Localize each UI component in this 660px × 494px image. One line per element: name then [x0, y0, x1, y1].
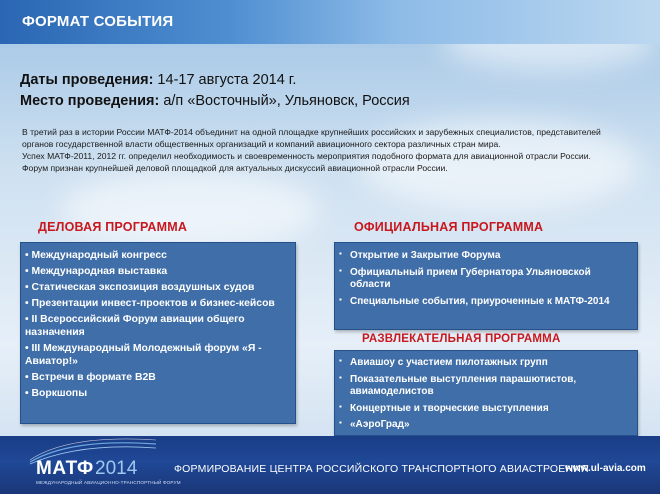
list-item: [335, 419, 637, 436]
logo-subtitle: МЕЖДУНАРОДНЫЙ АВИАЦИОННО-ТРАНСПОРТНЫЙ ФОРУМ: [36, 480, 181, 485]
dates-value: 14-17 августа 2014 г.: [153, 72, 297, 88]
list-item-label: Авиашоу с участием пилотажных групп: [350, 357, 548, 368]
event-place: [20, 91, 410, 112]
list-item: [335, 374, 637, 403]
official-program-list: [335, 243, 637, 312]
website-link[interactable]: www.ul-avia.com: [565, 463, 646, 474]
list-item: [335, 250, 637, 267]
list-item: • Воркшопы: [25, 388, 88, 399]
business-program-title: ДЕЛОВАЯ ПРОГРАММА: [38, 220, 188, 234]
bullet-icon: ▪: [339, 372, 342, 382]
list-item: [335, 267, 637, 296]
list-item: [335, 403, 637, 420]
entertainment-program-title: РАЗВЛЕКАТЕЛЬНАЯ ПРОГРАММА: [362, 333, 561, 345]
bullet-icon: ▪: [339, 356, 342, 365]
bullet-icon: ▪: [339, 294, 342, 304]
list-item-label: Официальный прием Губернатора Ульяновской области: [350, 266, 591, 290]
footer-slogan: ФОРМИРОВАНИЕ ЦЕНТРА РОССИЙСКОГО ТРАНСПОРТНОГО АВИАСТРОЕНИЯ: [174, 463, 589, 475]
list-item: [335, 357, 637, 374]
bullet-icon: ▪: [339, 401, 342, 411]
event-details: [20, 70, 410, 112]
list-item-label: Открытие и Закрытие Форума: [350, 250, 501, 261]
list-item: • Статическая экспозиция воздушных судов: [25, 282, 255, 293]
list-item: • Международная выставка: [25, 266, 168, 277]
intro-paragraph: Успех МАТФ-2011, 2012 гг. определил необходимость и своевременность мероприятия подобного формата для авиационной отрасли России.: [22, 151, 591, 161]
business-program-panel: [20, 242, 296, 424]
entertainment-program-panel: [334, 350, 638, 436]
event-dates: [20, 70, 410, 91]
dates-label: Даты проведения:: [20, 72, 154, 88]
bullet-icon: ▪: [339, 249, 342, 258]
list-item: • Международный конгресс: [25, 250, 167, 261]
list-item-label: Специальные события, приуроченные к МАТФ-2014: [350, 295, 610, 307]
list-item: • Презентации инвест-проектов и бизнес-кейсов: [25, 298, 275, 309]
header-bar: [0, 0, 660, 44]
entertainment-program-list: [335, 351, 637, 436]
place-value: а/п «Восточный», Ульяновск, Россия: [159, 93, 410, 109]
list-item: • III Международный Молодежный форум «Я - Авиатор!»: [25, 343, 262, 367]
intro-text: [22, 126, 634, 174]
place-label: Место проведения:: [20, 93, 160, 109]
list-item: • II Всероссийский Форум авиации общего назначения: [25, 314, 245, 338]
page-title: ФОРМАТ СОБЫТИЯ: [22, 13, 174, 30]
list-item: [335, 296, 637, 313]
bullet-icon: ▪: [339, 265, 342, 275]
official-program-title: ОФИЦИАЛЬНАЯ ПРОГРАММА: [354, 220, 544, 234]
bullet-icon: ▪: [339, 418, 342, 427]
official-program-panel: [334, 242, 638, 330]
background-cloud: [60, 170, 320, 250]
logo-text: МАТФ: [36, 458, 94, 479]
logo-year: 2014: [95, 458, 138, 479]
list-item-label: Показательные выступления парашютистов, авиамоделистов: [350, 373, 577, 397]
footer-bar: [0, 436, 660, 494]
business-program-list: [21, 243, 295, 403]
intro-paragraph: Форум признан крупнейшей деловой площадкой для актуальных дискуссий авиационной отрасли России.: [22, 163, 448, 173]
list-item-label: «АэроГрад»: [350, 419, 410, 430]
intro-paragraph: В третий раз в истории России МАТФ-2014 объединит на одной площадке крупнейших российских и зарубежных специалистов, представителей органов государственной власти общественных организаций и компаний авиационного сектора различных стран мира.: [22, 127, 601, 149]
list-item-label: Концертные и творческие выступления: [350, 402, 549, 414]
list-item: • Встречи в формате B2B: [25, 372, 156, 383]
